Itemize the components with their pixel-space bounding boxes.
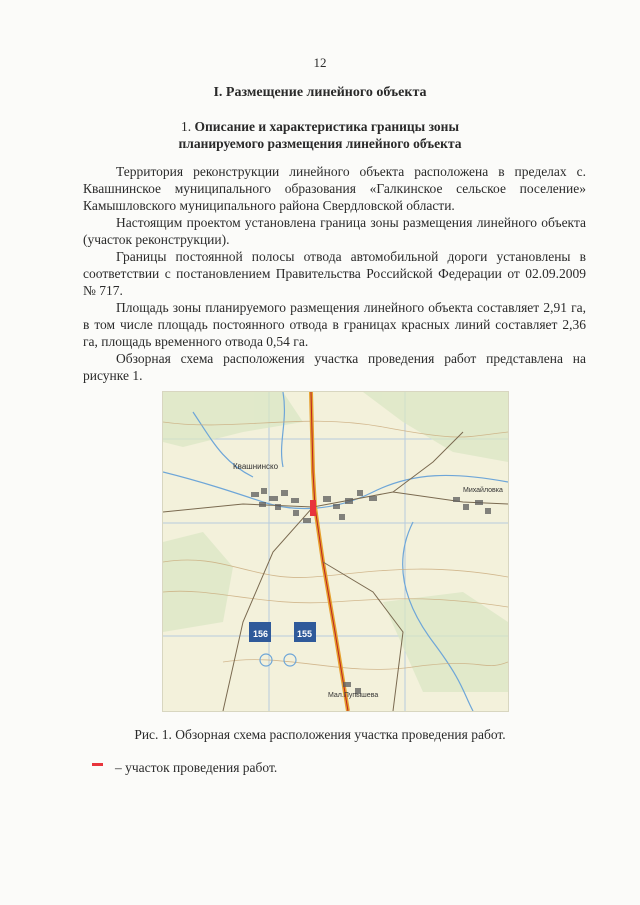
subtitle [150, 118, 490, 152]
subtitle-line-1: Описание и характеристика границы зоны [194, 119, 459, 134]
paragraph-area: Площадь зоны планируемого размещения линейного объекта составляет 2,91 га, в том числе площадь постоянного отвода в границах красных линий составляет 2,36 га, площадь временного отвода 0,54 га. [83, 300, 586, 349]
figure-caption: Рис. 1. Обзорная схема расположения участка проведения работ. [134, 727, 506, 742]
work-section-marker [310, 500, 316, 516]
sheet-label-156: 156 [253, 629, 269, 639]
overview-map [162, 391, 509, 712]
paragraph-territory: Территория реконструкции линейного объекта расположена в пределах с. Квашнинское муниципального образования «Галкинское сельское поселение» Камышловского муниципального района Свердловской области. [83, 164, 586, 213]
sheet-label-155: 155 [297, 629, 313, 639]
paragraph-right-of-way: Границы постоянной полосы отвода автомобильной дороги установлены в соответствии с постановлением Правительства Российской Федерации от 02.09.2009 № 717. [83, 249, 586, 298]
subtitle-number: 1. [181, 119, 192, 134]
paragraph-scheme: Обзорная схема расположения участка проведения работ представлена на рисунке 1. [83, 351, 586, 383]
label-kvashninskoe: Квашнинско [233, 462, 279, 471]
legend-text: – участок проведения работ. [115, 760, 278, 775]
map-drawing [163, 392, 508, 711]
label-mal-pupysheva: Мал.Пупышева [328, 692, 379, 699]
section-title: I. Размещение линейного объекта [213, 85, 427, 100]
paragraph-boundary: Настоящим проектом установлена граница зоны размещения линейного объекта (участок реконструкции). [83, 215, 586, 247]
legend-red-mark [92, 763, 103, 766]
legend [92, 760, 277, 776]
page-number: 12 [313, 55, 327, 70]
subtitle-line-2: планируемого размещения линейного объекта [178, 136, 462, 151]
label-mikhaylovka: Михайловка [463, 487, 503, 494]
body-text [83, 163, 586, 384]
